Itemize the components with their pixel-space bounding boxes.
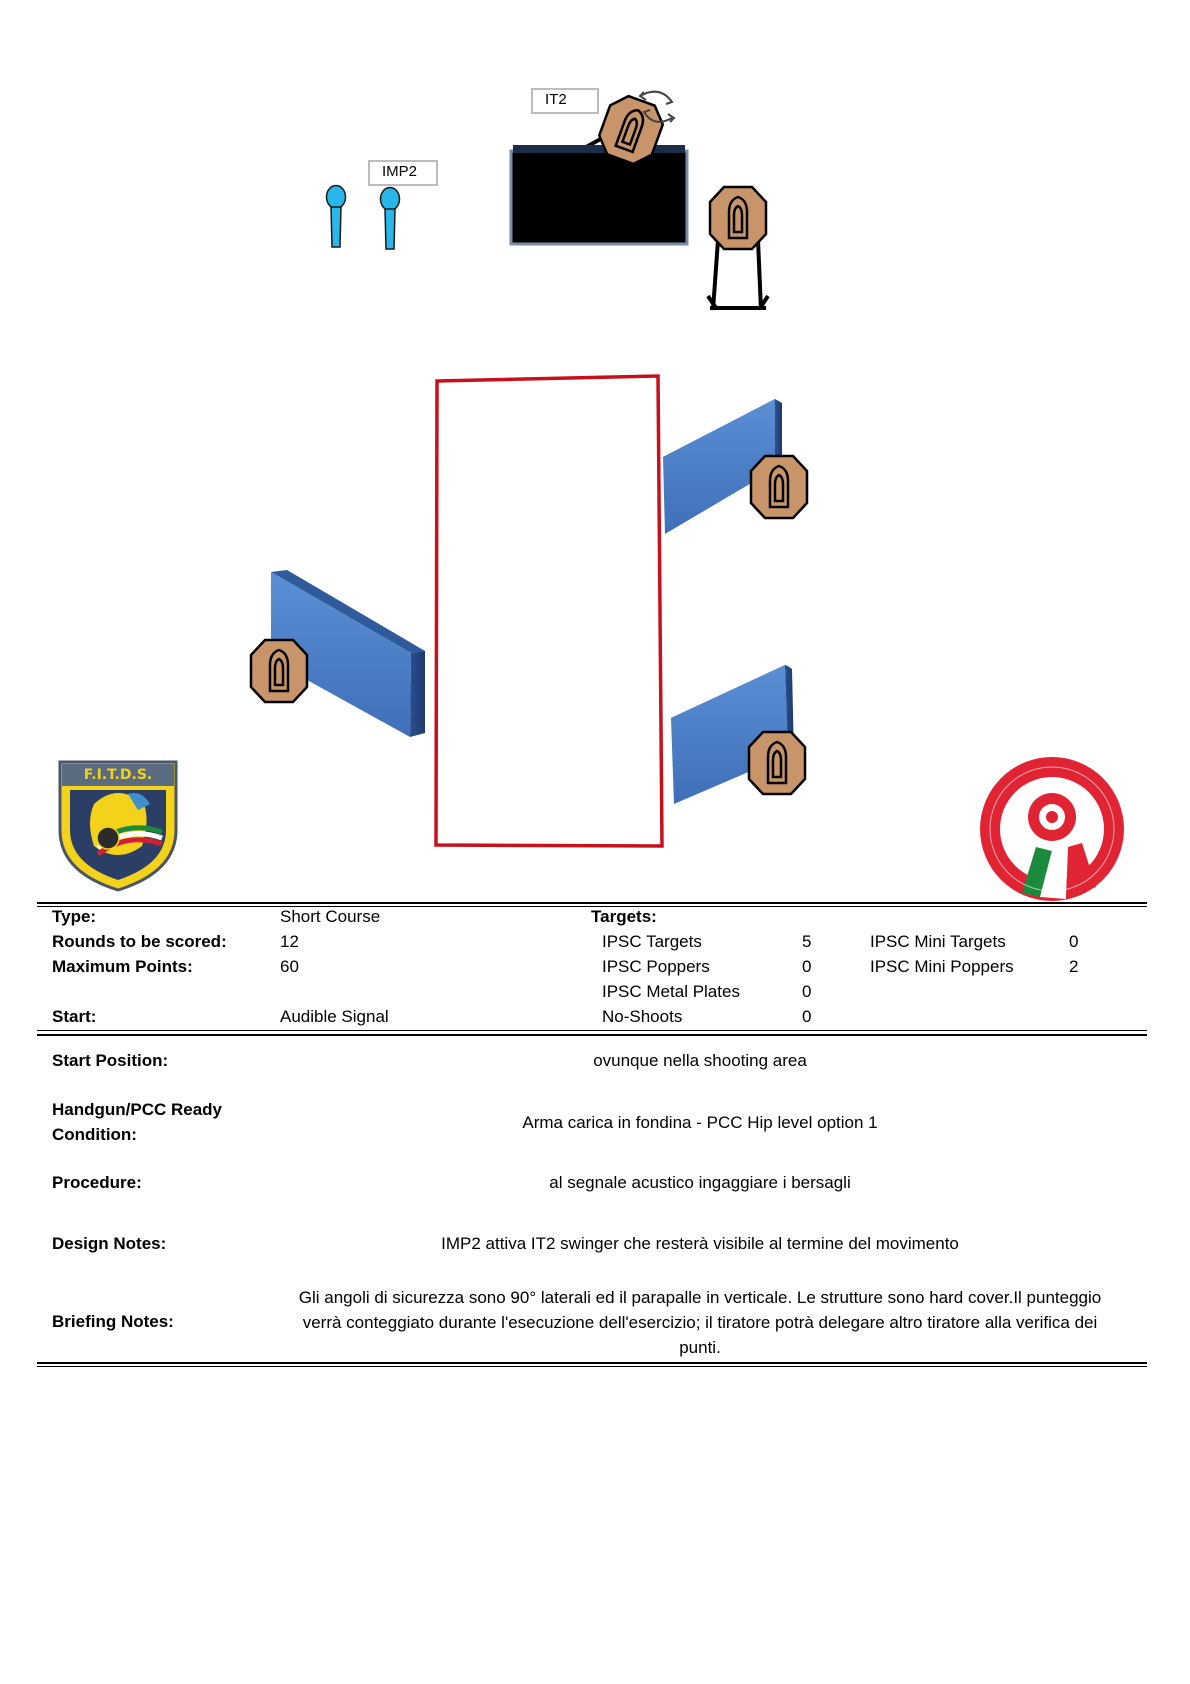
start-position-value: ovunque nella shooting area — [593, 1051, 807, 1070]
ready-condition-label-2: Condition: — [52, 1125, 137, 1144]
shooting-area — [436, 376, 662, 846]
mini-popper — [327, 186, 346, 248]
start-position-label: Start Position: — [52, 1051, 169, 1070]
mini-poppers-label: IPSC Mini Poppers — [870, 957, 1014, 976]
divider — [37, 1030, 1147, 1031]
mini-poppers-value: 2 — [1069, 957, 1079, 976]
rounds-label: Rounds to be scored: — [52, 932, 227, 951]
academia-logo — [972, 755, 1132, 903]
no-shoots-label: No-Shoots — [602, 1007, 683, 1026]
briefing-notes-value: Gli angoli di sicurezza sono 90° laterali ed il parapalle in verticale. Le strutture sono hard cover.Il punteggio verrà conteggiato durante l'esecuzione dell'esercizio; il tiratore potrà delegare altro tiratore alla verifica dei punti. — [298, 1288, 1102, 1357]
max-points-value: 60 — [280, 957, 299, 976]
ipsc-target — [749, 732, 805, 794]
stand-target-group — [708, 187, 768, 310]
metal-plates-label: IPSC Metal Plates — [602, 982, 740, 1001]
divider — [37, 1366, 1147, 1367]
no-shoots-value: 0 — [802, 1007, 812, 1026]
fitds-logo-text: F.I.T.D.S. — [83, 767, 153, 783]
start-label: Start: — [52, 1007, 97, 1026]
metal-plates-value: 0 — [802, 982, 812, 1001]
divider — [37, 902, 1147, 904]
design-notes-label: Design Notes: — [52, 1234, 167, 1253]
imp2-label: IMP2 — [368, 160, 438, 186]
briefing-notes-label: Briefing Notes: — [52, 1312, 174, 1331]
divider — [37, 1362, 1147, 1364]
target-count-value: 5 — [802, 932, 812, 951]
black-cover-wall-top — [513, 145, 685, 153]
ipsc-target — [251, 640, 307, 702]
max-points-label: Maximum Points: — [52, 957, 193, 976]
rounds-value: 12 — [280, 932, 299, 951]
procedure-value: al segnale acustico ingaggiare i bersagli — [549, 1173, 851, 1192]
ipsc-target — [751, 456, 807, 518]
targets-label: Targets: — [591, 907, 657, 926]
fitds-logo — [58, 760, 178, 892]
start-value: Audible Signal — [280, 1007, 389, 1026]
poppers-label: IPSC Poppers — [602, 957, 710, 976]
mini-target-value: 0 — [1069, 932, 1079, 951]
type-value: Short Course — [280, 907, 381, 926]
type-label: Type: — [52, 907, 97, 926]
procedure-label: Procedure: — [52, 1173, 142, 1192]
it2-label: IT2 — [531, 88, 599, 114]
ready-condition-label-1: Handgun/PCC Ready — [52, 1100, 223, 1119]
mini-popper — [381, 188, 400, 250]
target-count-label: IPSC Targets — [602, 932, 702, 951]
mini-target-label: IPSC Mini Targets — [870, 932, 1006, 951]
ready-condition-value: Arma carica in fondina - PCC Hip level option 1 — [522, 1113, 878, 1132]
black-cover-wall — [511, 151, 687, 244]
it2-swinger-group — [511, 91, 687, 244]
stand-target — [710, 187, 766, 249]
design-notes-value: IMP2 attiva IT2 swinger che resterà visibile al termine del movimento — [441, 1234, 959, 1253]
divider — [37, 1034, 1147, 1036]
poppers-value: 0 — [802, 957, 812, 976]
